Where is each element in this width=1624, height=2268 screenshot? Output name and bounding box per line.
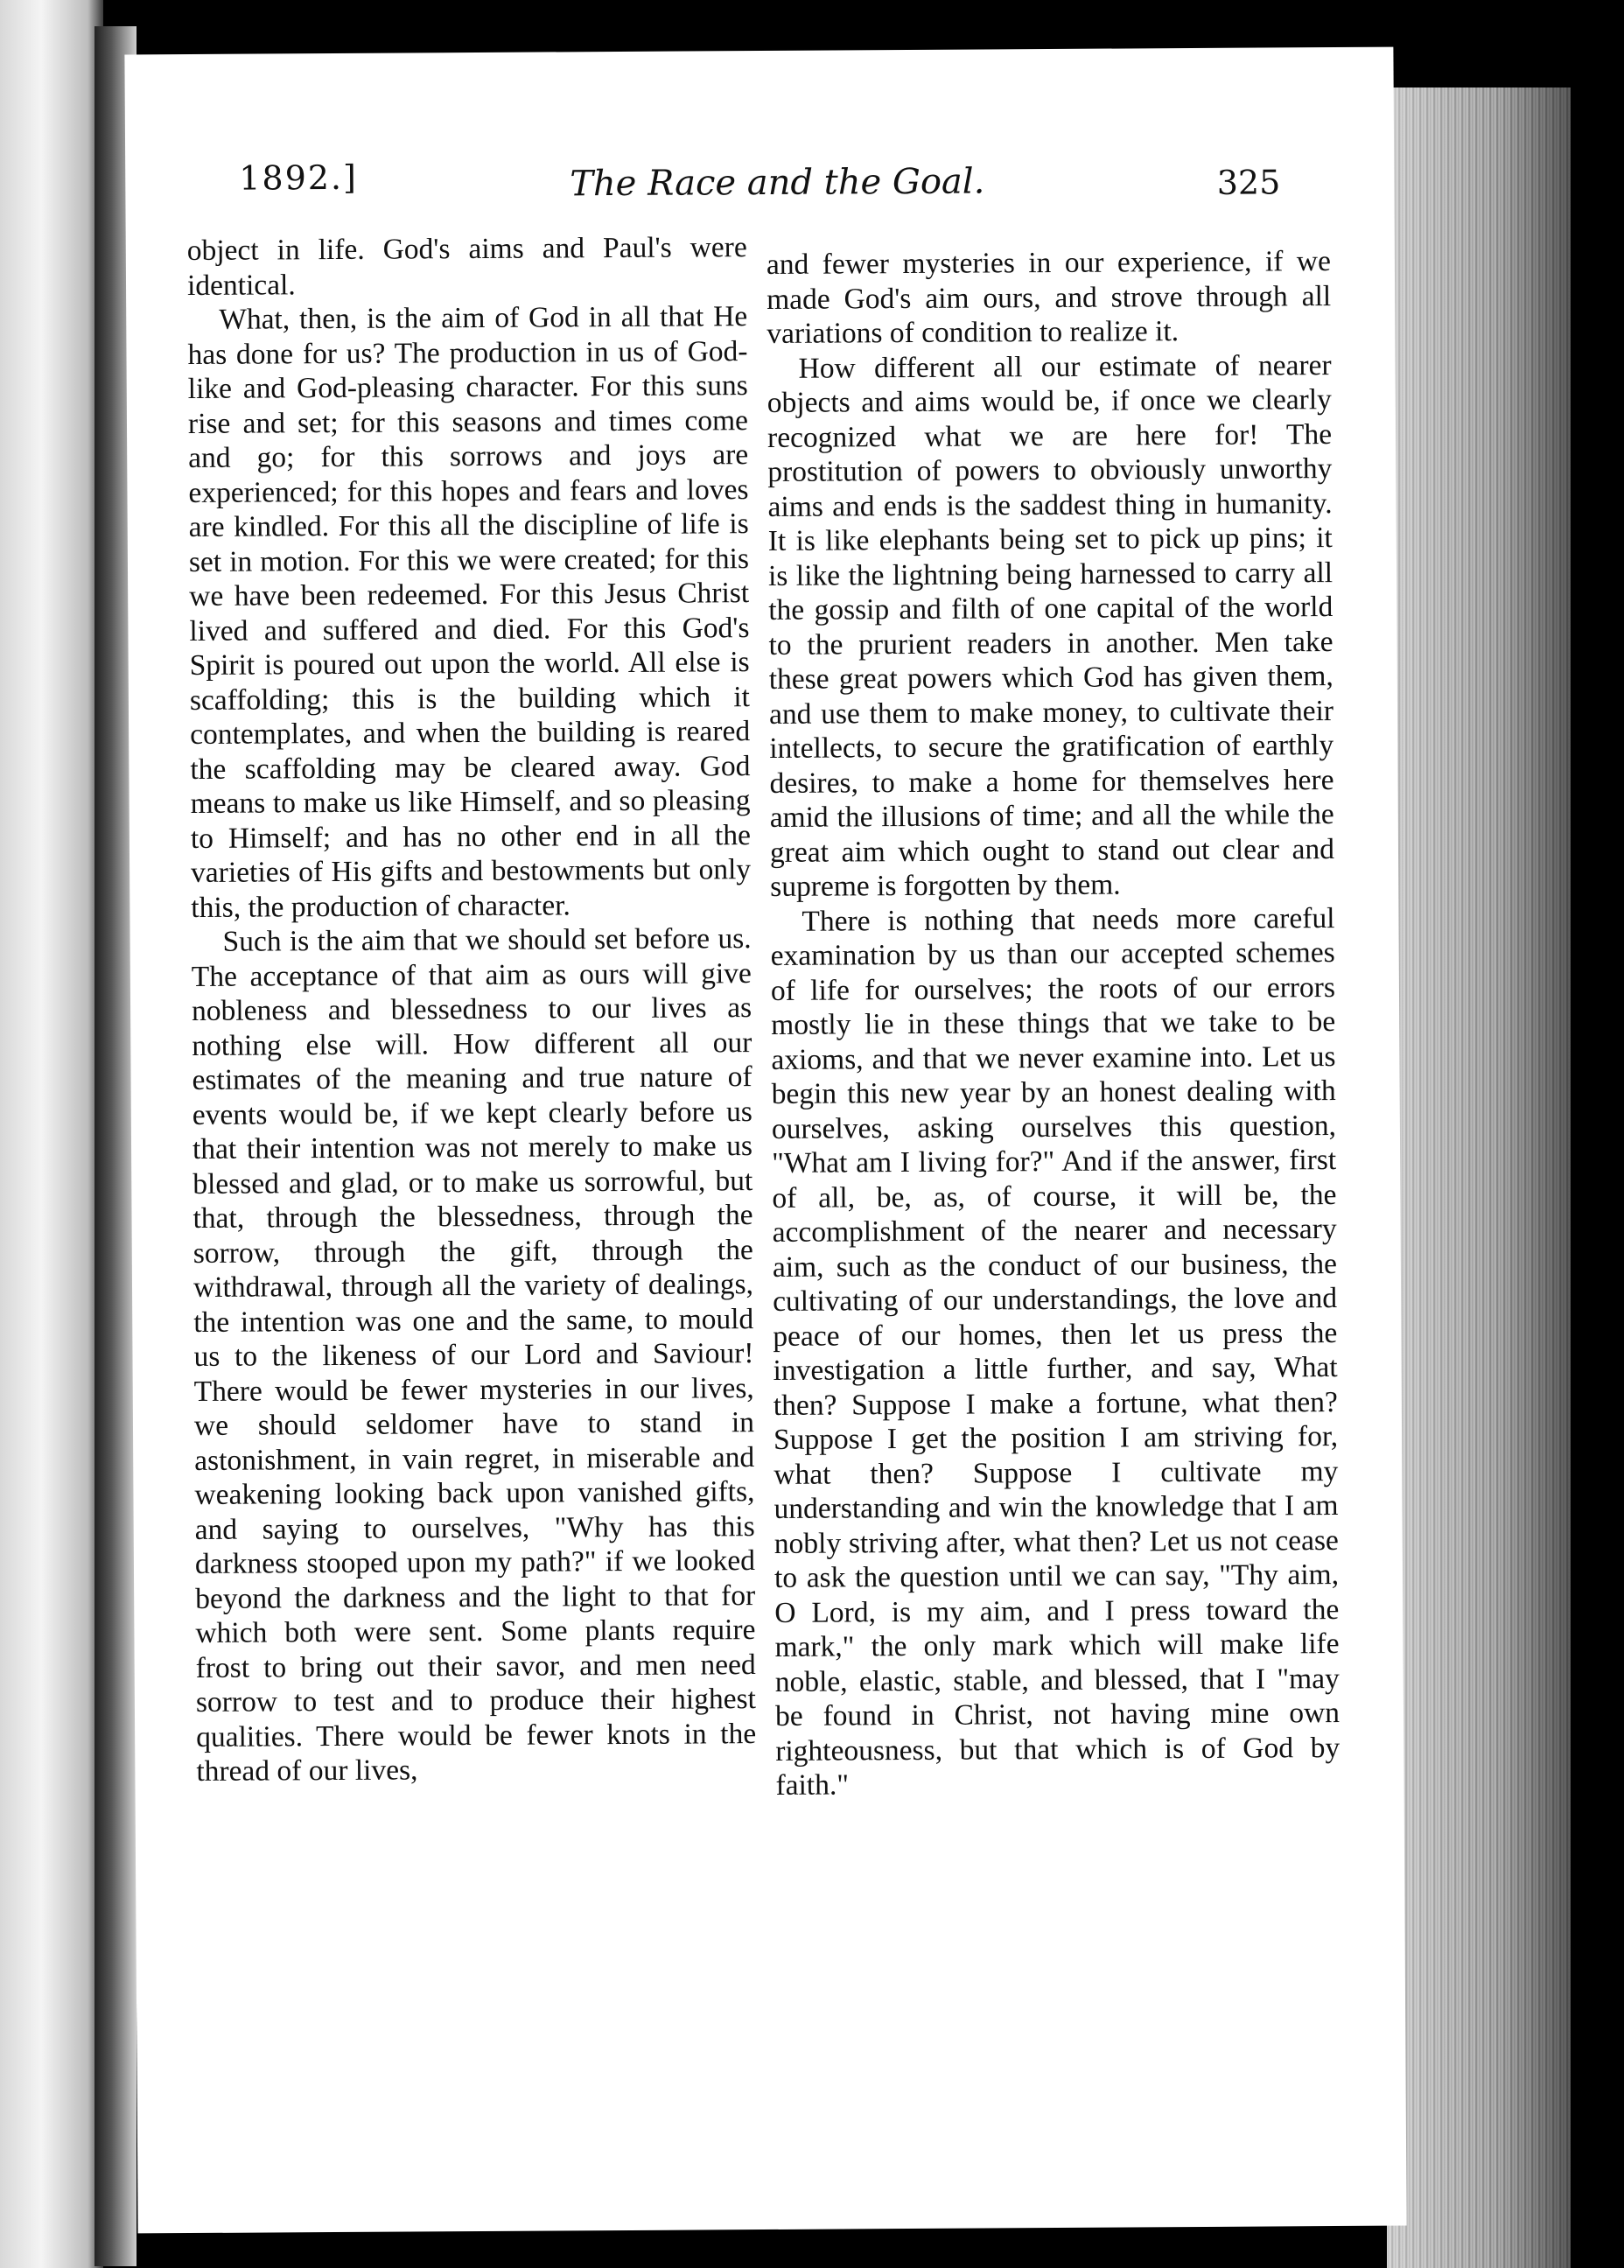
page-stack-edge (1387, 88, 1571, 2268)
paragraph: How different all our estimate of nearer objects and aims would be, if once we clearly recognized what we are here for! The prostitution of powers to obviously unworthy aims and ends is the saddest thing in humanity. It is like elephants being set to pick up pins; it is like the lightning being harnessed to carry all the gossip and filth of one capital of the world to the prurient readers in another. Men take these great powers which God has given them, and use them to make money, to cultivate their intellects, to secure the gratification of earthly desires, to make a home for themselves here amid the illusions of time; and all the while the great aim which ought to stand out clear and supreme is forgotten by them. (766, 348, 1335, 903)
facing-page-edge (0, 0, 103, 2268)
page-number: 325 (1216, 163, 1281, 202)
text-column-right (766, 244, 1340, 1802)
paragraph: and fewer mysteries in our experience, if we made God's aim ours, and strove through all variations of condition to realize it. (766, 245, 1332, 350)
running-head-title: The Race and the Goal. (570, 161, 985, 205)
paragraph: Such is the aim that we should set before us. The acceptance of that aim as ours will give nobleness and blessedness to our lives as nothing else will. How different all our estimates of the meaning and true nature of events would be, if we kept clearly before us that their intention was not merely to make us blessed and glad, or to make us sorrowful, but that, through the blessedness, through the sorrow, through the gift, through the withdrawal, through all the variety of dealings, the intention was one and the same, to mould us to the likeness of our Lord and Saviour! There would be fewer mysteries in our lives, we should seldomer have to stand in astonishment, in vain regret, in miserable and weakening looking back upon vanished gifts, and saying to ourselves, "Why has this darkness stooped upon my path?" if we looked beyond the darkness and the light to that for which both were sent. Some plants require frost to bring out their savor, and men need sorrow to test and to produce their highest qualities. There would be fewer knots in the thread of our lives, (191, 922, 757, 1788)
paragraph: What, then, is the aim of God in all that He has done for us? The production in us of God-like and God-pleasing character. For this suns rise and set; for this seasons and times come and go; for this sorrows and joys are experienced; for this hopes and fears and loves are kindled. For this all the discipline of life is set in motion. For this we were created; for this we have been redeemed. For this Jesus Christ lived and suffered and died. For this God's Spirit is poured out upon the world. All else is scaffolding; this is the building which it contemplates, and when the building is reared the scaffolding may be cleared away. God means to make us like Himself, and so pleasing to Himself; and has no other end in all the varieties of His gifts and bestowments but only this, the production of character. (187, 300, 752, 924)
running-head-year: 1892.] (239, 158, 359, 198)
text-column-left (187, 230, 757, 1788)
paragraph: There is nothing that needs more careful examination by us than our accepted schemes of life for ourselves; the roots of our errors mostly lie in these things that we take to be axioms, and that we never examine into. Let us begin this new year by an honest dealing with ourselves, asking ourselves this question, "What am I living for?" And if the answer, first of all, be, as, of course, it will be, the accomplishment of the nearer and necessary aim, such as the conduct of our business, the cultivating of our understandings, the love and peace of our homes, then let us press the investigation a little further, and say, What then? Suppose I make a fortune, what then? Suppose I get the position I am striving for, what then? Suppose I cultivate my understanding and win the knowledge that I am nobly striving after, what then? Let us not cease to ask the question until we can say, "Thy aim, O Lord, is my aim, and I press toward the mark," the only mark which will make life noble, elastic, stable, and blessed, that I "may be found in Christ, not having mine own righteousness, but that which is of God by faith." (770, 901, 1340, 1802)
book-page (124, 47, 1406, 2234)
paragraph: object in life. God's aims and Paul's were identical. (186, 231, 747, 302)
